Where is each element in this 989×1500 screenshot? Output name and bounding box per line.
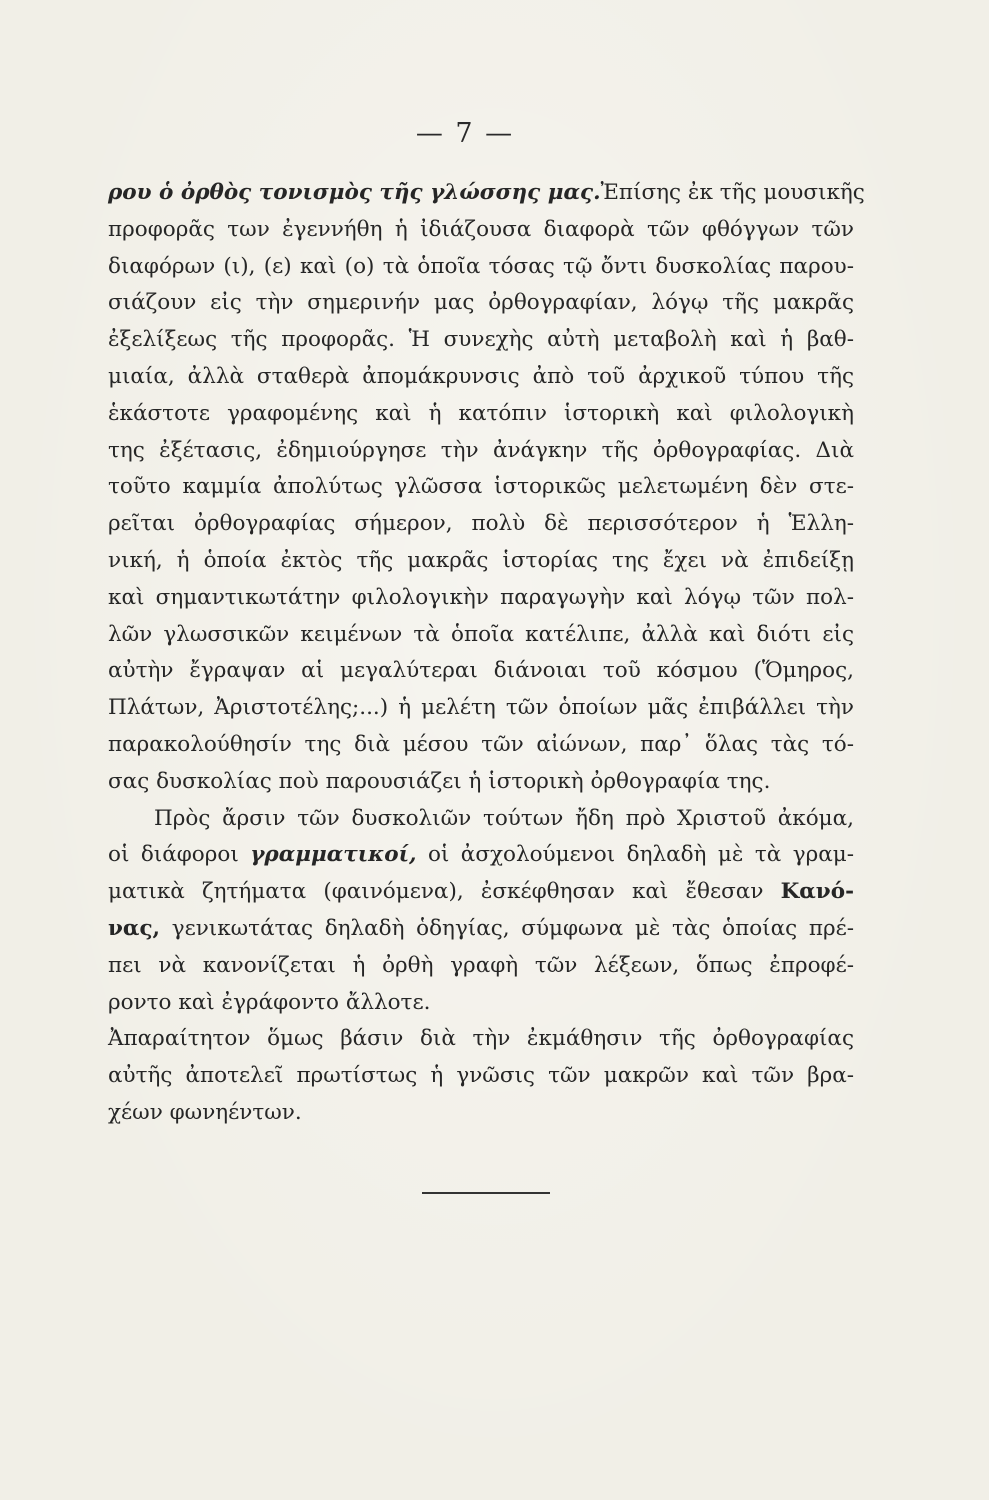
text-line: λῶν γλωσσικῶν κειμένων τὰ ὁποῖα κατέλιπε, ἀλλὰ καὶ διότι εἰς (108, 621, 854, 647)
emphasized-word: γραμματικοί, (250, 842, 417, 868)
text-line: αὐτὴν ἔγραψαν αἱ μεγαλύτεραι διάνοιαι τοῦ κόσμου (Ὅμηρος, (108, 658, 854, 684)
text-line: Πλάτων, Ἀριστοτέλης;...) ἡ μελέτη τῶν ὁποίων μᾶς ἐπιβάλλει τὴν (108, 695, 854, 721)
line-text: Ἐπίσης ἐκ τῆς μουσικῆς (600, 180, 865, 205)
bold-term: Κανό- (780, 879, 854, 905)
text-line: ροντο καὶ ἐγράφοντο ἄλλοτε. (108, 989, 431, 1015)
page-number: — 7 — (415, 118, 515, 149)
paragraph-start-line: Πρὸς ἄρσιν τῶν δυσκολιῶν τούτων ἤδη πρὸ Χριστοῦ ἀκόμα, (154, 805, 854, 831)
text-line (108, 175, 865, 212)
text-line (108, 874, 854, 911)
line-text: ματικὰ ζητήματα (φαινόμενα), ἐσκέφθησαν καὶ ἔθεσαν (108, 879, 781, 905)
text-line: καὶ σημαντικωτάτην φιλολογικὴν παραγωγὴν καὶ λόγῳ τῶν πολ- (108, 584, 854, 610)
paragraph-start-line: Ἀπαραίτητον ὅμως βάσιν διὰ τὴν ἐκμάθησιν τῆς ὀρθογραφίας (108, 1026, 854, 1052)
line-text: γενικωτάτας δηλαδὴ ὁδηγίας, σύμφωνα μὲ τὰς ὁποίας πρέ- (160, 915, 854, 941)
footnote-separator-rule (422, 1192, 550, 1194)
text-line: σας δυσκολίας ποὺ παρουσιάζει ἡ ἱστορικὴ ὀρθογραφία της. (108, 768, 771, 794)
text-line: ἐξελίξεως τῆς προφορᾶς. Ἡ συνεχὴς αὐτὴ μεταβολὴ καὶ ἡ βαθ- (108, 327, 854, 353)
body-text (108, 175, 865, 1132)
text-line: αὐτῆς ἀποτελεῖ πρωτίστως ἡ γνῶσις τῶν μακρῶν καὶ τῶν βρα- (108, 1063, 854, 1089)
line-text: οἱ ἀσχολούμενοι δηλαδὴ μὲ τὰ γραμ- (416, 842, 854, 868)
text-line: μιαία, ἀλλὰ σταθερὰ ἀπομάκρυνσις ἀπὸ τοῦ ἀρχικοῦ τύπου τῆς (108, 363, 854, 389)
text-line: χέων φωνηέντων. (108, 1099, 302, 1125)
line-text: οἱ διάφοροι (108, 842, 251, 868)
text-line: ἑκάστοτε γραφομένης καὶ ἡ κατόπιν ἱστορικὴ καὶ φιλολογικὴ (108, 400, 854, 426)
text-line: σιάζουν εἰς τὴν σημερινήν μας ὀρθογραφίαν, λόγῳ τῆς μακρᾶς (108, 290, 854, 316)
text-line: παρακολούθησίν της διὰ μέσου τῶν αἰώνων, παρ᾽ ὅλας τὰς τό- (108, 731, 854, 757)
text-line: της ἐξέτασις, ἐδημιούργησε τὴν ἀνάγκην τῆς ὀρθογραφίας. Διὰ (108, 437, 854, 463)
bold-term: νας, (108, 915, 161, 941)
text-line: τοῦτο καμμία ἀπολύτως γλῶσσα ἱστορικῶς μελετωμένη δὲν στε- (108, 474, 854, 500)
emphasized-phrase: ρου ὁ ὀρθὸς τονισμὸς τῆς γλώσσης μας. (108, 180, 601, 205)
text-line (108, 911, 854, 948)
text-line: πει νὰ κανονίζεται ἡ ὀρθὴ γραφὴ τῶν λέξεων, ὅπως ἐπροφέ- (108, 952, 854, 978)
text-line (108, 837, 854, 874)
text-line: προφορᾶς των ἐγεννήθη ἡ ἰδιάζουσα διαφορὰ τῶν φθόγγων τῶν (108, 216, 854, 242)
text-line: ρεῖται ὀρθογραφίας σήμερον, πολὺ δὲ περισσότερον ἡ Ἑλλη- (108, 511, 854, 537)
text-line: διαφόρων (ι), (ε) καὶ (ο) τὰ ὁποῖα τόσας τῷ ὄντι δυσκολίας παρου- (108, 253, 854, 279)
text-line: νική, ἡ ὁποία ἐκτὸς τῆς μακρᾶς ἱστορίας της ἔχει νὰ ἐπιδείξῃ (108, 547, 854, 573)
